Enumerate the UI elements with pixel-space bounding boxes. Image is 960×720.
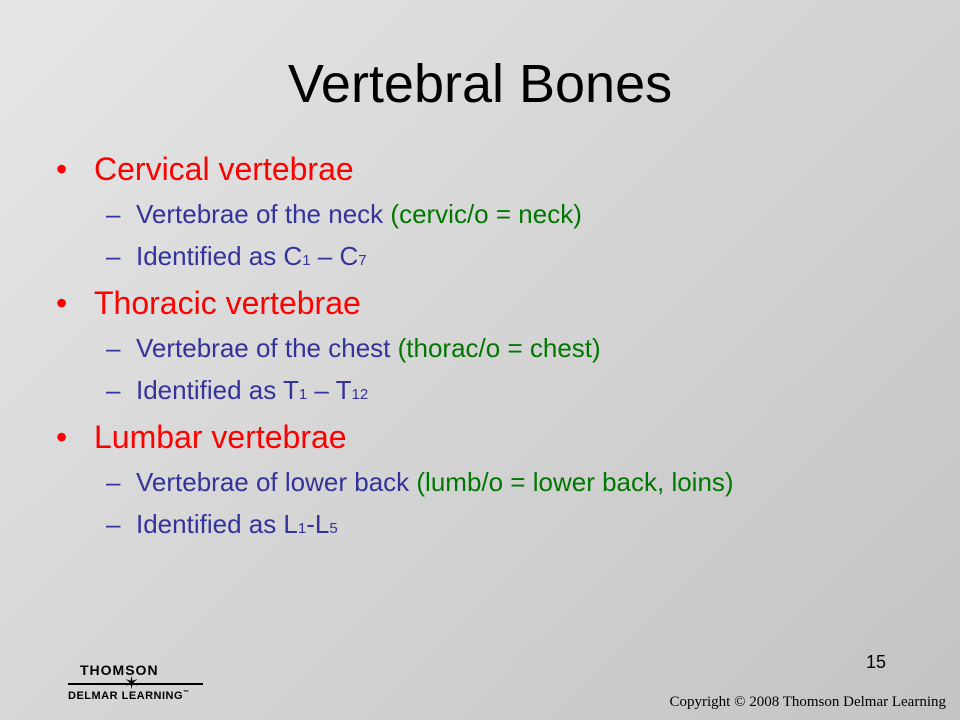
logo-top-text: THOMSON	[80, 662, 159, 678]
bullet-cervical	[56, 149, 354, 189]
sub-text: – C	[310, 241, 359, 271]
sub-item-thoracic-description	[106, 332, 601, 364]
sub-item-lumbar-description	[106, 466, 734, 498]
sub-item-thoracic-identified	[106, 374, 368, 411]
bullet-label: Lumbar vertebrae	[94, 419, 347, 455]
bullet-label: Cervical vertebrae	[94, 151, 354, 187]
bullet-lumbar	[56, 417, 347, 457]
publisher-logo	[68, 662, 218, 706]
dash: –	[106, 467, 121, 497]
sub-text: Identified as C	[136, 241, 303, 271]
subscript: 5	[329, 520, 338, 537]
subscript: 1	[302, 252, 311, 269]
bullet-dot: •	[56, 285, 68, 321]
dash: –	[106, 333, 121, 363]
bullet-dot: •	[56, 419, 68, 455]
sub-text: Identified as L	[136, 509, 298, 539]
bullet-dot: •	[56, 151, 68, 187]
slide-title: Vertebral Bones	[287, 54, 673, 114]
sub-item-lumbar-identified	[106, 508, 338, 545]
word-root-note: (cervic/o = neck)	[390, 199, 582, 229]
copyright-notice: Copyright © 2008 Thomson Delmar Learning	[669, 694, 946, 710]
bullet-thoracic	[56, 283, 361, 323]
dash: –	[106, 509, 121, 539]
sub-text: Vertebrae of lower back	[136, 467, 410, 497]
sub-text: – T	[307, 375, 352, 405]
subscript: 12	[351, 386, 369, 403]
sub-text: Identified as T	[136, 375, 299, 405]
subscript: 1	[297, 520, 307, 537]
subscript: 1	[298, 386, 308, 403]
dash: –	[106, 199, 121, 229]
bullet-label: Thoracic vertebrae	[94, 285, 361, 321]
sub-item-cervical-identified	[106, 240, 367, 277]
sub-text: -L	[306, 509, 330, 539]
word-root-note: (lumb/o = lower back, loins)	[416, 467, 734, 497]
sub-text: Vertebrae of the neck	[136, 199, 384, 229]
logo-bottom-text: DELMAR LEARNING™	[68, 690, 190, 702]
subscript: 7	[358, 252, 367, 269]
dash: –	[106, 375, 121, 405]
dash: –	[106, 241, 121, 271]
page-number: 15	[866, 652, 887, 672]
star-icon: ✶	[124, 673, 140, 693]
sub-item-cervical-description	[106, 198, 582, 230]
word-root-note: (thorac/o = chest)	[397, 333, 601, 363]
trademark-icon: ™	[183, 690, 190, 696]
sub-text: Vertebrae of the chest	[136, 333, 391, 363]
